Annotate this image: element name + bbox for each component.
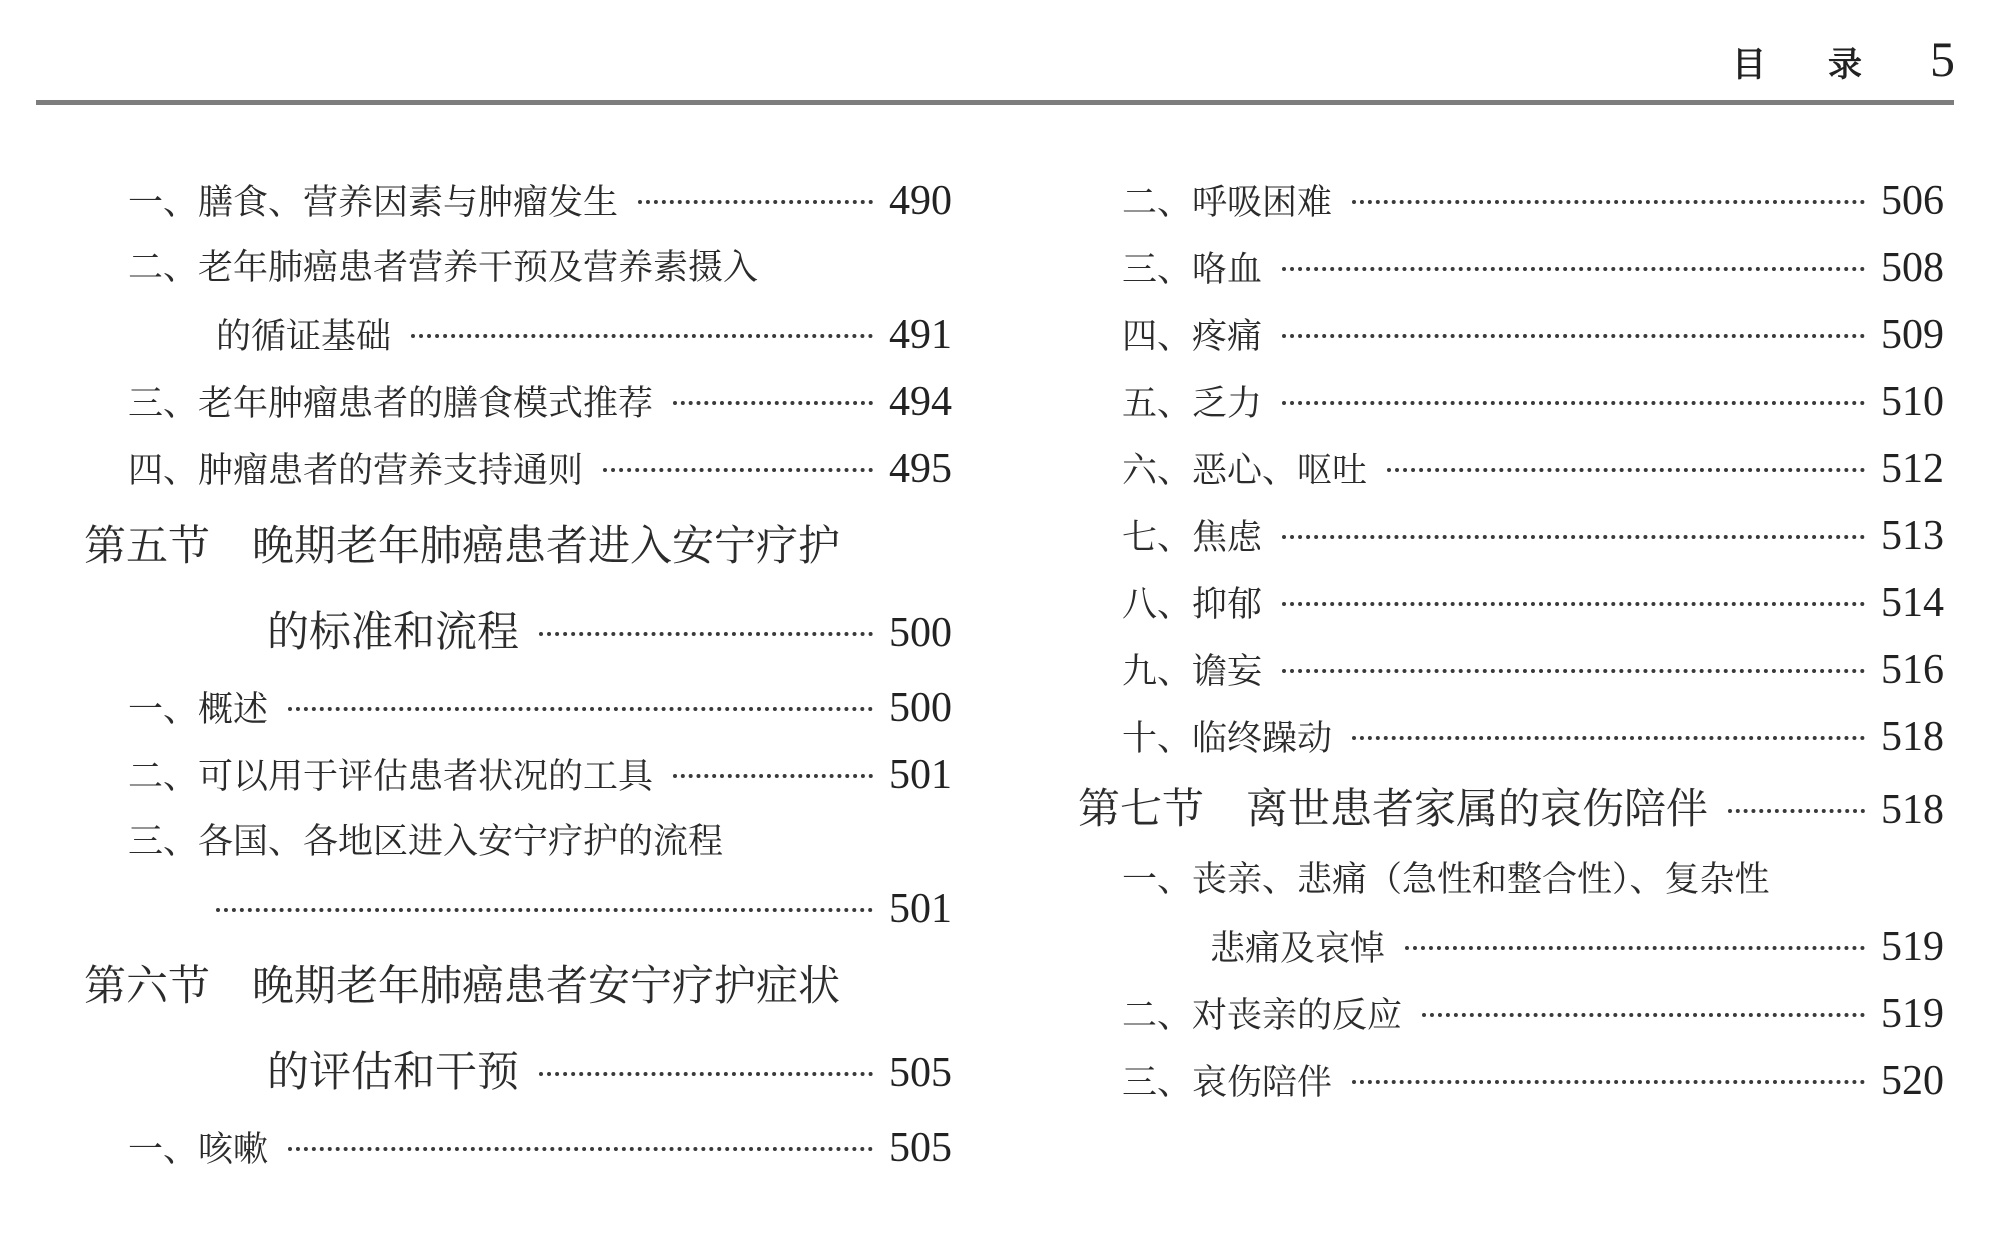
- dot-leader: [216, 908, 873, 912]
- toc-page-number: 513: [1881, 513, 1944, 559]
- toc-page-number: 518: [1881, 787, 1944, 833]
- toc-column-right: [1078, 168, 1944, 1115]
- header-rule: [36, 100, 1954, 105]
- toc-subsection-entry: [84, 1115, 952, 1182]
- toc-entry-line: [1078, 981, 1944, 1048]
- toc-entry-line: [1078, 570, 1944, 637]
- toc-page-number: 519: [1881, 924, 1944, 970]
- toc-page-number: 510: [1881, 379, 1944, 425]
- toc-entry-line: [1078, 1048, 1944, 1115]
- header-page-number: 5: [1930, 31, 1955, 87]
- dot-leader: [603, 468, 873, 472]
- toc-section-entry: [84, 503, 952, 675]
- toc-subsection-entry: [1078, 436, 1944, 503]
- toc-entry-title: 二、对丧亲的反应: [1122, 996, 1403, 1036]
- toc-page-number: 518: [1881, 714, 1944, 760]
- toc-subsection-entry: [1078, 704, 1944, 771]
- toc-entry-line: [1078, 235, 1944, 302]
- dot-leader: [411, 334, 873, 338]
- toc-entry-title: 一、膳食、营养因素与肿瘤发生: [128, 183, 619, 223]
- toc-entry-title: 三、各国、各地区进入安宁疗护的流程: [128, 822, 724, 862]
- toc-page-number: 512: [1881, 446, 1944, 492]
- toc-page-number: 506: [1881, 178, 1944, 224]
- dot-leader: [1282, 669, 1865, 673]
- toc-subsection-entry: [84, 742, 952, 809]
- toc-subsection-entry: [1078, 981, 1944, 1048]
- running-header: [1732, 30, 1955, 88]
- toc-entry-line: [84, 675, 952, 742]
- toc-subsection-entry: [1078, 369, 1944, 436]
- toc-entry-line: [84, 1029, 952, 1115]
- toc-page-number: 505: [889, 1125, 952, 1171]
- toc-entry-line: [84, 302, 952, 369]
- toc-entry-title: 八、抑郁: [1122, 585, 1263, 625]
- dot-leader: [1282, 602, 1865, 606]
- dot-leader: [1282, 535, 1865, 539]
- toc-section-entry: [84, 943, 952, 1115]
- toc-entry-title: 三、咯血: [1122, 250, 1263, 290]
- header-title: 目录: [1732, 45, 1924, 85]
- toc-entry-line: [1078, 503, 1944, 570]
- dot-leader: [1728, 809, 1865, 813]
- toc-subsection-entry: [84, 809, 952, 943]
- toc-entry-title: 第七节 离世患者家属的哀伤陪伴: [1078, 784, 1709, 833]
- toc-entry-title: 四、肿瘤患者的营养支持通则: [128, 451, 584, 491]
- toc-entry-line: [84, 943, 952, 1029]
- toc-page-number: 514: [1881, 580, 1944, 626]
- toc-entry-line: [1078, 369, 1944, 436]
- toc-column-left: [84, 168, 952, 1182]
- toc-entry-title: 第五节 晚期老年肺癌患者进入安宁疗护: [84, 521, 841, 570]
- toc-entry-title: 第六节 晚期老年肺癌患者安宁疗护症状: [84, 961, 841, 1010]
- toc-entry-line: [84, 168, 952, 235]
- toc-entry-title: 三、老年肿瘤患者的膳食模式推荐: [128, 384, 654, 424]
- toc-entry-line: [84, 503, 952, 589]
- toc-entry-line: [1078, 637, 1944, 704]
- toc-entry-line: [1078, 914, 1944, 981]
- toc-entry-line: [84, 809, 952, 876]
- dot-leader: [1352, 736, 1865, 740]
- toc-subsection-entry: [1078, 302, 1944, 369]
- toc-entry-line: [84, 436, 952, 503]
- toc-page-number: 501: [889, 752, 952, 798]
- toc-subsection-entry: [1078, 168, 1944, 235]
- toc-subsection-entry: [84, 675, 952, 742]
- toc-entry-line: [84, 742, 952, 809]
- dot-leader: [673, 774, 873, 778]
- toc-page-number: 505: [889, 1050, 952, 1096]
- dot-leader: [288, 1147, 873, 1151]
- toc-page-number: 520: [1881, 1058, 1944, 1104]
- toc-entry-title: 七、焦虑: [1122, 518, 1263, 558]
- dot-leader: [673, 401, 873, 405]
- toc-entry-line: [1078, 168, 1944, 235]
- toc-entry-line: [84, 235, 952, 302]
- toc-entry-title: 的循证基础: [216, 317, 392, 357]
- toc-subsection-entry: [1078, 570, 1944, 637]
- toc-entry-line: [84, 589, 952, 675]
- toc-entry-line: [84, 1115, 952, 1182]
- toc-entry-title: 三、哀伤陪伴: [1122, 1063, 1333, 1103]
- toc-page-number: 500: [889, 685, 952, 731]
- toc-entry-line: [84, 876, 952, 943]
- toc-page-number: 500: [889, 610, 952, 656]
- toc-page-number: 495: [889, 446, 952, 492]
- toc-subsection-entry: [1078, 235, 1944, 302]
- dot-leader: [1405, 946, 1865, 950]
- toc-subsection-entry: [84, 369, 952, 436]
- toc-entry-title: 一、丧亲、悲痛（急性和整合性）、复杂性: [1122, 860, 1770, 900]
- dot-leader: [1352, 1080, 1865, 1084]
- dot-leader: [1282, 334, 1865, 338]
- dot-leader: [539, 632, 873, 636]
- dot-leader: [1422, 1013, 1865, 1017]
- toc-page-number: 490: [889, 178, 952, 224]
- toc-entry-line: [1078, 704, 1944, 771]
- toc-subsection-entry: [1078, 1048, 1944, 1115]
- toc-entry-line: [1078, 771, 1944, 847]
- dot-leader: [1352, 200, 1865, 204]
- toc-page-number: 519: [1881, 991, 1944, 1037]
- toc-entry-title: 五、乏力: [1122, 384, 1263, 424]
- toc-page-number: 516: [1881, 647, 1944, 693]
- dot-leader: [288, 707, 873, 711]
- toc-subsection-entry: [1078, 503, 1944, 570]
- toc-entry-title: 一、概述: [128, 690, 269, 730]
- toc-entry-line: [1078, 436, 1944, 503]
- toc-subsection-entry: [1078, 847, 1944, 981]
- toc-entry-title: 四、疼痛: [1122, 317, 1263, 357]
- toc-subsection-entry: [1078, 637, 1944, 704]
- toc-page-number: 491: [889, 312, 952, 358]
- toc-entry-title: 九、谵妄: [1122, 652, 1263, 692]
- dot-leader: [539, 1072, 873, 1076]
- toc-entry-title: 的评估和干预: [267, 1047, 520, 1096]
- toc-page-number: 509: [1881, 312, 1944, 358]
- dot-leader: [638, 200, 873, 204]
- toc-entry-line: [1078, 302, 1944, 369]
- toc-entry-title: 悲痛及哀悼: [1210, 929, 1386, 969]
- dot-leader: [1282, 267, 1865, 271]
- dot-leader: [1387, 468, 1865, 472]
- toc-entry-title: 二、可以用于评估患者状况的工具: [128, 757, 654, 797]
- toc-subsection-entry: [84, 168, 952, 235]
- dot-leader: [1282, 401, 1865, 405]
- toc-entry-title: 十、临终躁动: [1122, 719, 1333, 759]
- toc-entry-title: 二、老年肺癌患者营养干预及营养素摄入: [128, 248, 759, 288]
- toc-entry-line: [1078, 847, 1944, 914]
- toc-entry-title: 一、咳嗽: [128, 1130, 269, 1170]
- toc-section-entry: [1078, 771, 1944, 847]
- toc-page-number: 494: [889, 379, 952, 425]
- toc-entry-title: 的标准和流程: [267, 607, 520, 656]
- toc-subsection-entry: [84, 436, 952, 503]
- toc-subsection-entry: [84, 235, 952, 369]
- toc-entry-line: [84, 369, 952, 436]
- toc-page-number: 501: [889, 886, 952, 932]
- toc-entry-title: 六、恶心、呕吐: [1122, 451, 1368, 491]
- toc-entry-title: 二、呼吸困难: [1122, 183, 1333, 223]
- toc-page-number: 508: [1881, 245, 1944, 291]
